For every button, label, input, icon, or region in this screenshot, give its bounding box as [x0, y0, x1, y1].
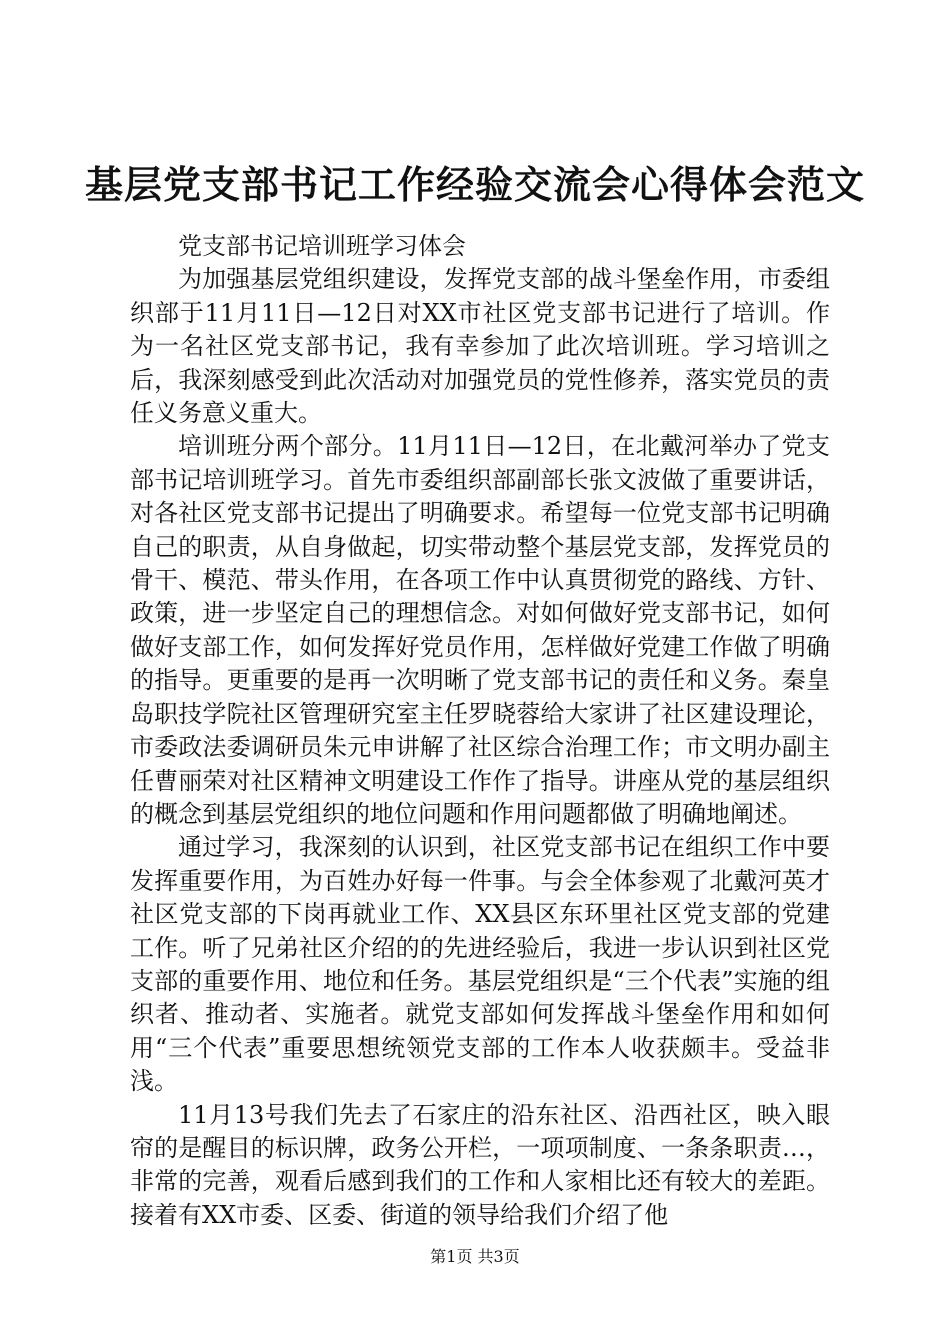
- paragraph: 通过学习，我深刻的认识到，社区党支部书记在组织工作中要发挥重要作用，为百姓办好每一件事。与会全体参观了北戴河英才社区党支部的下岗再就业工作、XX县区东环里社区党支部的党建工作。听了兄弟社区介绍的的先进经验后，我进一步认识到社区党支部的重要作用、地位和任务。基层党组织是“三个代表”实施的组织者、推动者、实施者。就党支部如何发挥战斗堡垒作用和如何用“三个代表”重要思想统领党支部的工作本人收获颇丰。受益非浅。: [130, 833, 830, 1096]
- paragraph: 11月13号我们先去了石家庄的沿东社区、沿西社区，映入眼帘的是醒目的标识牌，政务公开栏，一项项制度、一条条职责…，非常的完善，观看后感到我们的工作和人家相比还有较大的差距。接着有XX市委、区委、街道的领导给我们介绍了他: [130, 1100, 830, 1229]
- paragraph: 培训班分两个部分。11月11日—12日，在北戴河举办了党支部书记培训班学习。首先市委组织部副部长张文波做了重要讲话，对各社区党支部书记提出了明确要求。希望每一位党支部书记明确自己的职责，从自身做起，切实带动整个基层党支部，发挥党员的骨干、模范、带头作用，在各项工作中认真贯彻党的路线、方针、政策，进一步坚定自己的理想信念。对如何做好党支部书记，如何做好支部工作，如何发挥好党员作用，怎样做好党建工作做了明确的指导。更重要的是再一次明晰了党支部书记的责任和义务。秦皇岛职技学院社区管理研究室主任罗晓蓉给大家讲了社区建设理论，市委政法委调研员朱元申讲解了社区综合治理工作；市文明办副主任曹丽荣对社区精神文明建设工作作了指导。讲座从党的基层组织的概念到基层党组织的地位问题和作用问题都做了明确地阐述。: [130, 432, 830, 828]
- page-footer: 第1页 共3页: [430, 1247, 520, 1266]
- paragraph: 为加强基层党组织建设，发挥党支部的战斗堡垒作用，市委组织部于11月11日—12日对XX市社区党支部书记进行了培训。作为一名社区党支部书记，我有幸参加了此次培训班。学习培训之后，我深刻感受到此次活动对加强党员的党性修养，落实党员的责任义务意义重大。: [130, 265, 830, 428]
- document-body: [130, 230, 830, 1232]
- document-subtitle: 党支部书记培训班学习体会: [178, 232, 466, 260]
- document-title: 基层党支部书记工作经验交流会心得体会范文: [84, 163, 865, 207]
